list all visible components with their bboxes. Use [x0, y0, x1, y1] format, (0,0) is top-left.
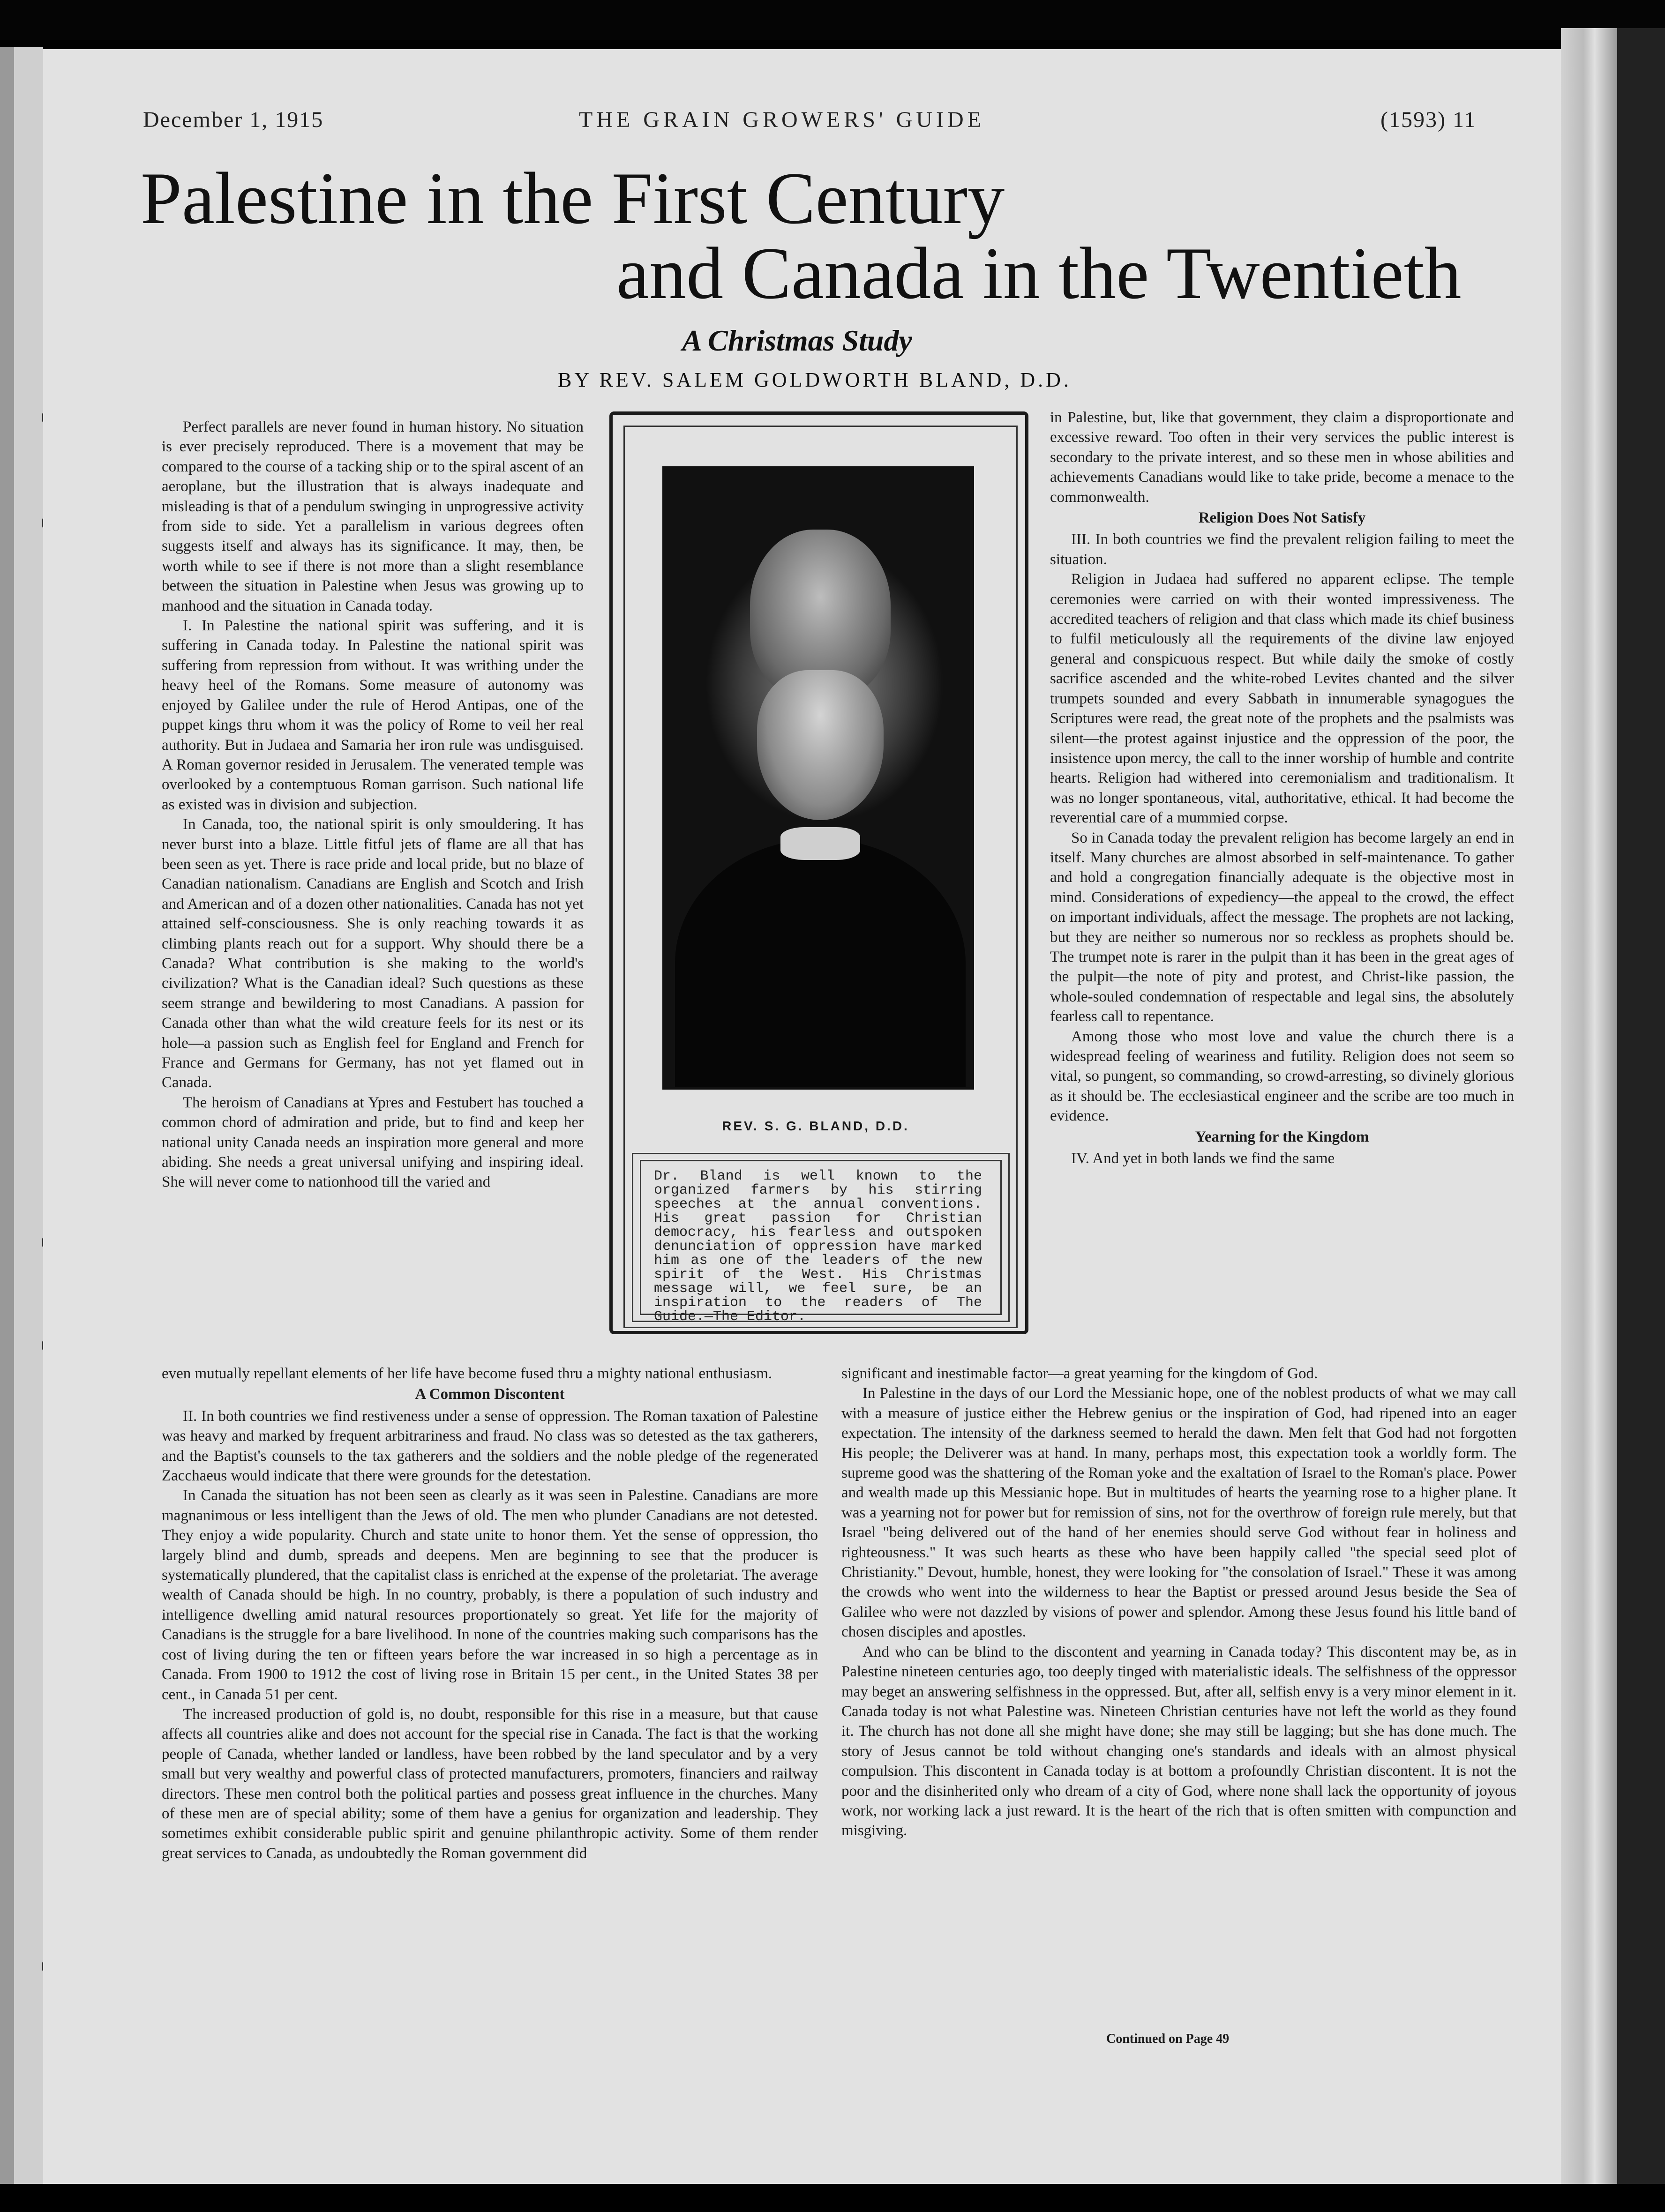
subtitle: A Christmas Study [682, 324, 912, 357]
byline: BY REV. SALEM GOLDWORTH BLAND, D.D. [558, 368, 1072, 391]
portrait-beard [757, 670, 884, 820]
portrait-coat [675, 839, 966, 1087]
paragraph: I. In Palestine the national spirit was suffering, and it is suffering in Canada today. In Palestine the national spirit was suffering from repression from without. It was writhing under the heavy heel of the Romans. Some measure of autonomy was enjoyed by Galilee under the rule of Herod Antipas, one of the puppet kings thru whom it was the policy of Rome to veil her real authority. But in Judaea and Samaria her iron rule was undisguised. A Roman governor resided in Jerusalem. The venerated temple was overlooked by a contemptuous Roman garrison. Such national life as existed was in division and subjection. [162, 617, 584, 813]
paragraph: III. In both countries we find the prevalent religion failing to meet the situation. [1050, 531, 1514, 568]
headline-line-2: and Canada in the Twentieth [616, 232, 1462, 314]
paragraph: The increased production of gold is, no doubt, responsible for this rise in a measure, but that cause affects all countries alike and does not account for the special rise in Canada. The fact is that the working people of Canada, whether landed or landless, have been robbed by the land speculator and by a very small but very wealthy and powerful class of protected manufacturers, promoters, financiers and railway directors. These men control both the political parties and possess great influence in the churches. Many of these men are of special ability; some of them have a genius for organization and leadership. They sometimes exhibit considerable public spirit and genuine philanthropic activity. Some of them render great services to Canada, as undoubtedly the Roman government did [162, 1705, 818, 1862]
continued-notice: Continued on Page 49 [1106, 2032, 1230, 2046]
paragraph: Perfect parallels are never found in human history. No situation is ever precisely reproduced. There is a movement that may be compared to the course of a tacking ship or to the spiral ascent of an aeroplane, but the illustration that is always inadequate and misleading is that of a pendulum swinging in unprogressive activity from side to side. Yet a parallelism in various degrees often suggests itself and always has its significance. It may, then, be worth while to see if there is not more than a slight resemblance between the situation in Palestine when Jesus was growing up to manhood and the situation in Canada today. [162, 418, 584, 614]
page-fold [1561, 28, 1617, 2184]
section-heading: A Common Discontent [415, 1386, 565, 1403]
page-number: (1593) 11 [1380, 107, 1477, 132]
adjacent-page-shadow [0, 47, 14, 2184]
scan-border-top [0, 0, 1665, 40]
issue-date: December 1, 1915 [143, 107, 324, 132]
article-bottom-left [162, 1364, 818, 1863]
portrait-caption: REV. S. G. BLAND, D.D. [722, 1119, 909, 1133]
article-bottom-right [841, 1364, 1516, 1841]
paragraph: even mutually repellant elements of her life have become fused thru a mighty national enthusiasm. [162, 1365, 772, 1382]
portrait-collar [780, 827, 860, 860]
paragraph: In Palestine in the days of our Lord the Messianic hope, one of the noblest products of what we may call with a measure of justice either the Hebrew genius or the inspiration of God, had ripened into an eager expectation. The intensity of the darkness seemed to herald the dawn. Men felt that God had not forgotten His people; the Deliverer was at hand. In many, perhaps most, this expectation took a worldly form. The supreme good was the shattering of the Roman yoke and the exaltation of Israel to the Roman's place. Power and wealth made up this Messianic hope. But in multitudes of hearts the yearning rose to a higher plane. It was a yearning not for power but for remission of sins, not for the overthrow of foreign rule merely, but that Israel "being delivered out of the hand of her enemies should serve God without fear in holiness and righteousness." It was such hearts as these who have been happily called "the special seed plot of Christianity." Devout, humble, honest, they were looking for "the consolation of Israel." These it was among the crowds who went into the wilderness to hear the Baptist or pressed around Jesus beside the Sea of Galilee who were not dazzled by visions of power and splendor. Among these Jesus found his little band of chosen disciples and apostles. [841, 1385, 1516, 1641]
section-heading: Yearning for the Kingdom [1195, 1128, 1369, 1145]
paragraph: significant and inestimable factor—a great yearning for the kingdom of God. [841, 1365, 1318, 1382]
paragraph: And who can be blind to the discontent and yearning in Canada today? This discontent may be, as in Palestine nineteen centuries ago, too deeply tinged with materialistic ideals. The selfishness of the oppressor may beget an answering selfishness in the oppressed. But, after all, selfish envy is a very minor element in it. Canada today is not what Palestine was. Nineteen Christian centuries have not left the world as they found it. The church has not done all she might have done; she may still be lagging; but she has done much. The story of Jesus cannot be told without changing one's standards and ideals with an almost physical compulsion. This discontent in Canada today is at bottom a profoundly Christian discontent. It is not the poor and the disinherited only who dream of a city of God, where none shall lack the opportunity of joyous work, nor working lack a just reward. It is the heart of the rich that is often smitten with compunction and misgiving. [841, 1643, 1516, 1839]
headline-line-1: Palestine in the First Century [141, 157, 1005, 239]
paragraph: in Palestine, but, like that government, they claim a disproportionate and excessive reward. Too often in their very services the public interest is secondary to the private interest, and so these men in whose abilities and achievements Canadians would like to take pride, become a menace to the commonwealth. [1050, 409, 1514, 506]
paragraph: In Canada, too, the national spirit is only smouldering. It has never burst into a blaze. Little fitful jets of flame are all that has been seen as yet. There is race pride and local pride, but no blaze of Canadian nationalism. Canadians are English and Scotch and Irish and American and of a dozen other nationalities. Canada has not yet attained self-consciousness. She is only reaching towards it as climbing plants reach out for a support. Why should there be a Canada? What contribution is she making to the world's civilization? What is the Canadian ideal? Such questions as these seem strange and bewildering to most Canadians. A passion for Canada other than what the wild creature feels for its nest or its hole—a passion such as English feel for England and French for France and Germans for Germany, has not yet flamed out in Canada. [162, 816, 584, 1091]
paragraph: Among those who most love and value the church there is a widespread feeling of weariness and futility. Religion does not seem so vital, so pungent, so commanding, so crowd-arresting, so divinely glorious as it should be. The ecclesiastical engineer and the scribe are too much in evidence. [1050, 1028, 1514, 1125]
paragraph: Religion in Judaea had suffered no apparent eclipse. The temple ceremonies were carried on with their wonted impressiveness. The accredited teachers of religion and that class which made its chief business to fulfil meticulously all the requirements of the divine law enjoyed general and conspicuous respect. But while daily the smoke of costly sacrifice ascended and the white-robed Levites chanted and the silver trumpets sounded and every Sabbath in innumerable synagogues the Scriptures were read, the great note of the prophets and the psalmists was silent—the protest against injustice and the oppression of the poor, the insistence upon mercy, the call to the inner worship of humble and contrite hearts. Religion had withered into ceremonialism and traditionalism. It was no longer spontaneous, vital, authoritative, ethical. It had become the reverential care of a mummied corpse. [1050, 571, 1514, 827]
paragraph: II. In both countries we find restiveness under a sense of oppression. The Roman taxation of Palestine was heavy and marked by frequent arbitrariness and fraud. No class was so detested as the tax gatherers, and the Baptist's counsels to the tax gatherers and the soldiers and the noble pledge of the regenerated Zacchaeus would indicate that there were grounds for the detestation. [162, 1407, 818, 1485]
paragraph: The heroism of Canadians at Ypres and Festubert has touched a common chord of admiration and pride, but to find and keep her national unity Canada needs an inspiration more general and more abiding. She needs a great universal unifying and inspiring ideal. She will never come to nationhood till the varied and [162, 1094, 584, 1191]
scan-border-right [1617, 28, 1665, 2212]
section-heading: Religion Does Not Satisfy [1198, 509, 1366, 527]
editor-note: Dr. Bland is well known to the organized farmers by his stirring speeches at the annual conventions. His great passion for Christian democracy, his fearless and outspoken denunciation of oppression have marked him as one of the leaders of the new spirit of the West. His Christmas message will, we feel sure, be an inspiration to the readers of The Guide.—The Editor. [654, 1168, 982, 1325]
article-column-1 [162, 417, 584, 1192]
paragraph: So in Canada today the prevalent religion has become largely an end in itself. Many churches are almost absorbed in self-maintenance. To gather and hold a congregation financially adequate is the objective most in mind. Considerations of expediency—the appeal to the crowd, the effect on important individuals, affect the message. The prophets are not lacking, but they are neither so numerous nor so reckless as prophets should be. The trumpet note is rarer in the pulpit than it has been in the great ages of the pulpit—the note of pity and protest, and Christ-like passion, the whole-souled condemnation of respectable and legal sins, the absolutely fearless call to repentance. [1050, 829, 1514, 1025]
article-column-3 [1050, 408, 1514, 1168]
scan-border-bottom [0, 2184, 1665, 2212]
paragraph: In Canada the situation has not been seen as clearly as it was seen in Palestine. Canadians are more magnanimous or less intelligent than the Jews of old. The men who plunder Canadians are not detested. They enjoy a wide popularity. Church and state unite to honor them. Yet the sense of oppression, tho largely blind and dumb, spreads and deepens. Men are beginning to see that the producer is systematically plundered, that the capitalist class is enriched at the expense of the proletariat. The average wealth of Canada should be high. In no country, probably, is there a population of such industry and intelligence dwelling amid natural resources proportionately so great. Yet life for the majority of Canadians is the struggle for a bare livelihood. In none of the countries making such comparisons has the cost of living during the ten or fifteen years before the war increased in so high a percentage as in Canada. From 1900 to 1912 the cost of living rose in Britain 15 per cent., in the United States 38 per cent., in Canada 51 per cent. [162, 1487, 818, 1703]
paragraph: IV. And yet in both lands we find the same [1071, 1150, 1335, 1167]
masthead: THE GRAIN GROWERS' GUIDE [579, 107, 985, 132]
